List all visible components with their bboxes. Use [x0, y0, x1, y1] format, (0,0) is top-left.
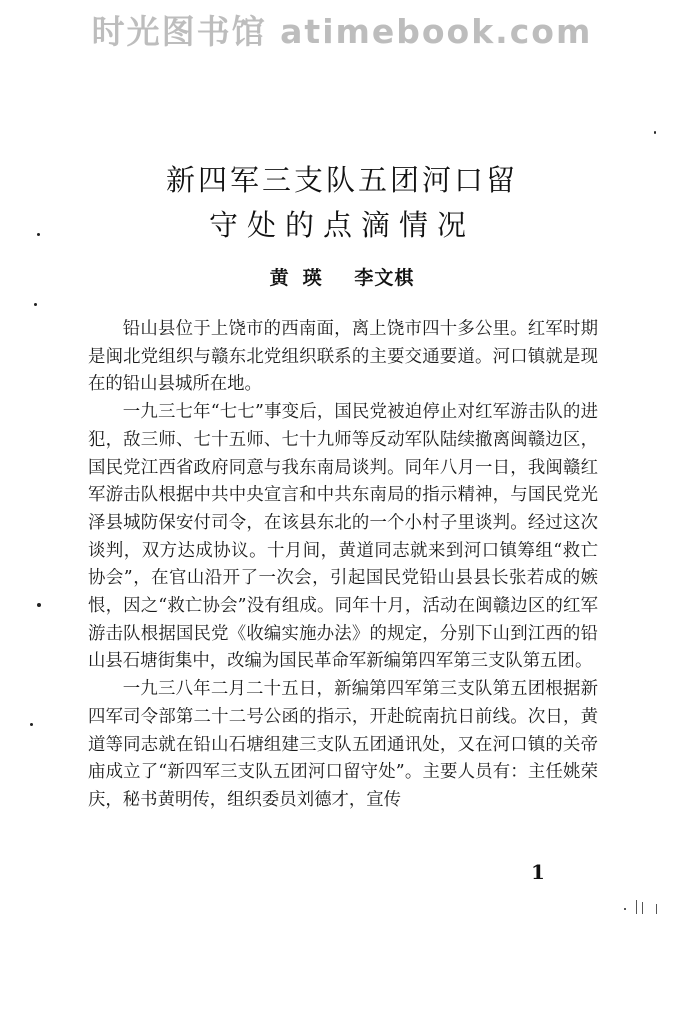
- paragraph-2: 一九三七年“七七”事变后，国民党被迫停止对红军游击队的进犯，敌三师、七十五师、七十九师等反动军队陆续撤离闽赣边区，国民党江西省政府同意与我东南局谈判。同年八月一日，我闽赣红军游击队根据中共中央宣言和中共东南局的指示精神，与国民党光泽县城防保安付司令，在该县东北的一个小村子里谈判。经过这次谈判，双方达成协议。十月间，黄道同志就来到河口镇筹组“救亡协会”，在官山沿开了一次会，引起国民党铅山县县长张若成的嫉恨，因之“救亡协会”没有组成。同年十月，活动在闽赣边区的红军游击队根据国民党《收编实施办法》的规定，分别下山到江西的铅山县石塘街集中，改编为国民革命军新编第四军第三支队第五团。: [88, 402, 598, 672]
- scan-edge-mark: [642, 902, 643, 914]
- author-name-2: 李文棋: [354, 267, 415, 289]
- watermark-text: 时光图书馆 atimebook.com: [91, 12, 593, 51]
- scan-edge-mark: [656, 904, 657, 914]
- scan-speck: [30, 723, 33, 726]
- author-byline: [0, 263, 684, 290]
- scan-edge-mark: [636, 900, 637, 914]
- article-title-line2: 守处的点滴情况: [208, 208, 475, 242]
- scan-speck: [37, 603, 41, 607]
- author-name-1: 黄瑛: [269, 267, 336, 289]
- paragraph-1: 铅山县位于上饶市的西南面，离上饶市四十多公里。红军时期是闽北党组织与赣东北党组织联系的主要交通要道。河口镇就是现在的铅山县城所在地。: [88, 319, 598, 395]
- paragraph-3: 一九三八年二月二十五日，新编第四军第三支队第五团根据新四军司令部第二十二号公函的指示，开赴皖南抗日前线。次日，黄道等同志就在铅山石塘组建三支队五团通讯处，又在河口镇的关帝庙成立了“新四军三支队五团河口留守处”。主要人员有：主任姚荣庆，秘书黄明传，组织委员刘德才，宣传: [88, 679, 598, 810]
- scan-speck: [624, 908, 626, 910]
- article-body: [88, 316, 598, 815]
- article-title-line1: 新四军三支队五团河口留: [165, 163, 518, 197]
- page-number: 1: [531, 860, 545, 884]
- scan-speck: [34, 303, 37, 306]
- scan-speck: [37, 233, 40, 236]
- scan-speck: [654, 131, 656, 134]
